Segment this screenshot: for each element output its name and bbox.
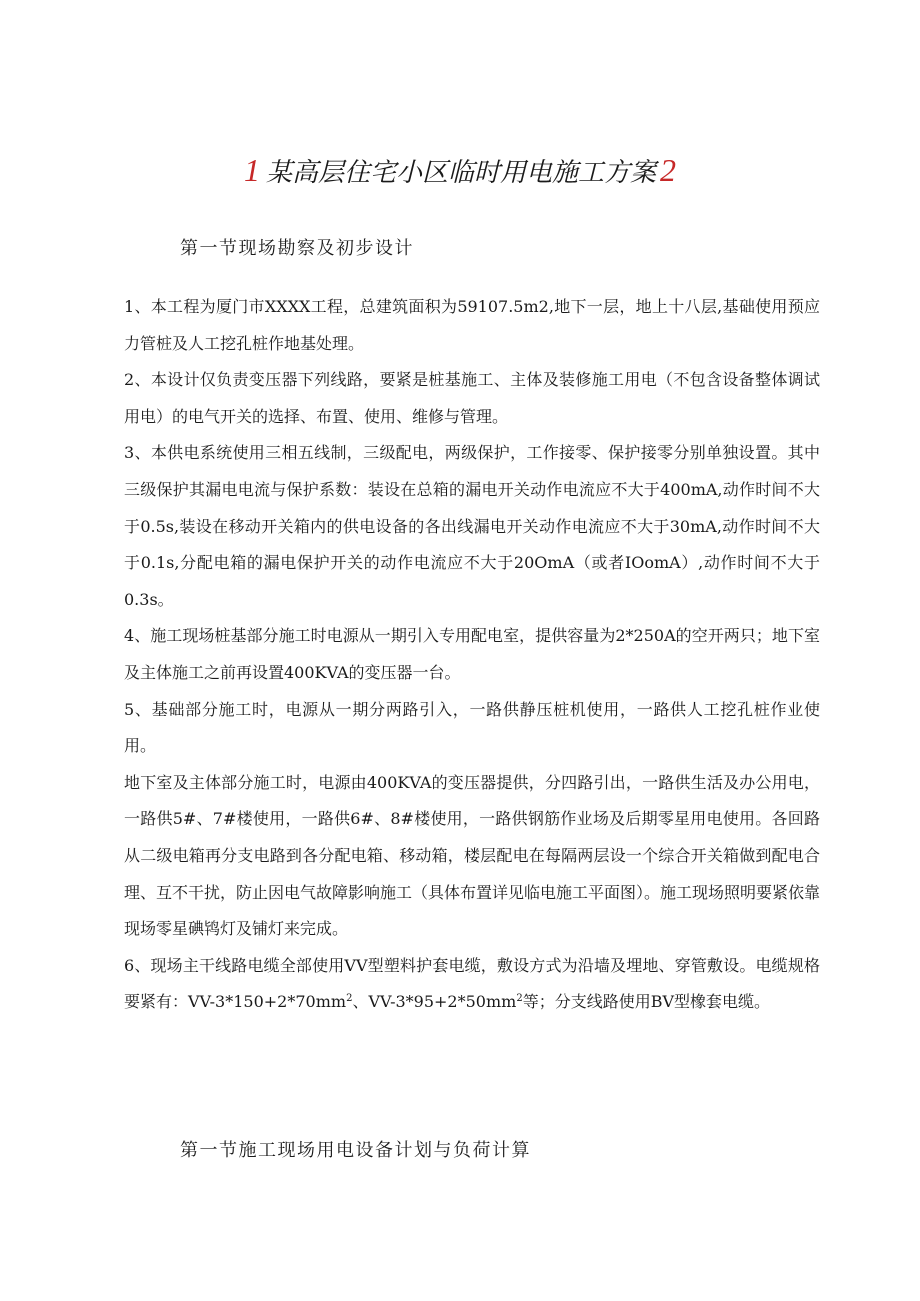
paragraph-6-sup2: 2: [516, 993, 523, 1005]
paragraph-4: 4、施工现场桩基部分施工时电源从一期引入专用配电室，提供容量为2*250A的空开两只；地下室及主体施工之前再设置400KVA的变压器一台。: [124, 626, 820, 682]
paragraph-2: 2、本设计仅负责变压器下列线路，要紧是桩基施工、主体及装修施工用电（不包含设备整体调试用电）的电气开关的选择、布置、使用、维修与管理。: [124, 370, 820, 426]
paragraph-3: 3、本供电系统使用三相五线制，三级配电，两级保护，工作接零、保护接零分别单独设置。其中三级保护其漏电电流与保护系数：装设在总箱的漏电开关动作电流应不大于400mA,动作时间不大于0.5s,装设在移动开关箱内的供电设备的各出线漏电开关动作电流应不大于30mA,动作时间不大于0.1s,分配电箱的漏电保护开关的动作电流应不大于20OmA（或者IOomA）,动作时间不大于0.3s。: [124, 443, 820, 609]
paragraph-6-part2: 、VV-3*95+2*50mm: [352, 992, 517, 1012]
paragraph-6-part1: 6、现场主干线路电缆全部使用VV型塑料护套电缆，敷设方式为沿墙及埋地、穿管敷设。电缆规格要紧有：VV-3*150+2*70mm: [124, 955, 820, 1012]
paragraph-5-continued: 地下室及主体部分施工时，电源由400KVA的变压器提供，分四路引出，一路供生活及办公用电，一路供5#、7#楼使用，一路供6#、8#楼使用，一路供钢筋作业场及后期零星用电使用。各回路从二级电箱再分支电路到各分配电箱、移动箱，楼层配电在每隔两层设一个综合开关箱做到配电合理、互不干扰，防止因电气故障影响施工（具体布置详见临电施工平面图）。施工现场照明要紧依靠现场零星碘鸨灯及铺灯来完成。: [124, 772, 821, 939]
paragraph-5: 5、基础部分施工时，电源从一期分两路引入，一路供静压桩机使用，一路供人工挖孔桩作业使用。: [124, 699, 820, 756]
title-suffix-number: 2: [660, 152, 676, 188]
paragraph-6-sup1: 2: [346, 993, 353, 1005]
section1-body: [124, 289, 820, 1021]
document-title: [0, 152, 920, 189]
title-prefix-number: 1: [243, 152, 260, 188]
paragraph-1: 1、本工程为厦门市XXXX工程，总建筑面积为59107.5m2,地下一层，地上十八层,基础使用预应力管桩及人工挖孔桩作地基处理。: [124, 297, 820, 353]
paragraph-6-part3: 等；分支线路使用BV型橡套电缆。: [522, 992, 771, 1012]
section2-heading: 第一节施工现场用电设备计划与负荷计算: [180, 1140, 531, 1161]
section1-heading: 第一节现场勘察及初步设计: [180, 238, 414, 259]
title-text: 某高层住宅小区临时用电施工方案: [265, 158, 656, 188]
paragraph-6: [124, 948, 820, 1021]
